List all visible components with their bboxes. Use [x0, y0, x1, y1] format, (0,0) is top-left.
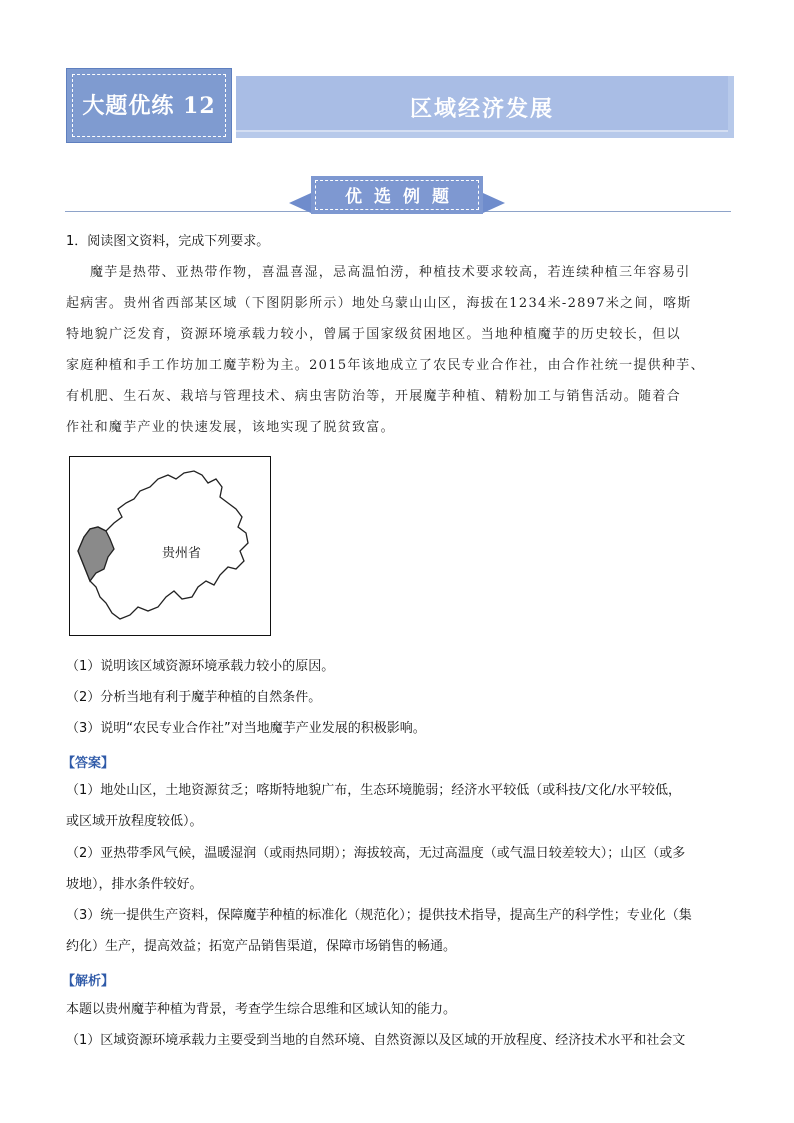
- passage-line: 家庭种植和手工作坊加工魔芋粉为主。2015年该地成立了农民专业合作社，由合作社统一提供种芋、: [66, 358, 705, 373]
- analysis-tag: 【解析】: [62, 974, 115, 989]
- exercise-number: 大题优练 12: [82, 93, 216, 119]
- subquestion: （1）说明该区域资源环境承载力较小的原因。: [66, 659, 335, 674]
- answer-line: 或区域开放程度较低）。: [66, 814, 203, 829]
- ribbon-tail-right: [483, 193, 505, 213]
- subquestion: （3）说明“农民专业合作社”对当地魔芋产业发展的积极影响。: [66, 721, 426, 736]
- question-intro: 1．阅读图文资料，完成下列要求。: [66, 234, 270, 249]
- answer-line: （2）亚热带季风气候，温暖湿润（或雨热同期）；海拔较高，无过高温度（或气温日较差较大）；山区（或多: [66, 846, 686, 861]
- answer-line: 约化）生产，提高效益；拓宽产品销售渠道，保障市场销售的畅通。: [66, 939, 457, 954]
- passage-line: 特地貌广泛发育，资源环境承载力较小，曾属于国家级贫困地区。当地种植魔芋的历史较长，但以: [66, 327, 681, 342]
- guizhou-map: [69, 456, 271, 636]
- passage-line: 起病害。贵州省西部某区域（下图阴影所示）地处乌蒙山山区，海拔在1234米-2897米之间，喀斯: [66, 296, 692, 311]
- exercise-number-box: [66, 68, 232, 143]
- topic-title: 区域经济发展: [409, 97, 554, 122]
- passage-line: 作社和魔芋产业的快速发展，该地实现了脱贫致富。: [66, 420, 395, 435]
- analysis-line: 本题以贵州魔芋种植为背景，考查学生综合思维和区域认知的能力。: [66, 1002, 457, 1017]
- section-ribbon: [311, 176, 483, 214]
- passage-line: 魔芋是热带、亚热带作物，喜温喜湿，忌高温怕涝，种植技术要求较高，若连续种植三年容易引: [90, 265, 691, 280]
- section-label: 优选例题: [345, 187, 461, 207]
- answer-line: （1）地处山区，土地资源贫乏；喀斯特地貌广布，生态环境脆弱；经济水平较低（或科技/文化/水平较低，: [66, 783, 682, 798]
- province-outline: [70, 457, 270, 635]
- ribbon-tail-left: [289, 193, 311, 213]
- answer-line: 坡地），排水条件较好。: [66, 877, 203, 892]
- passage-line: 有机肥、生石灰、栽培与管理技术、病虫害防治等，开展魔芋种植、精粉加工与销售活动。随着合: [66, 389, 681, 404]
- subquestion: （2）分析当地有利于魔芋种植的自然条件。: [66, 690, 322, 705]
- topic-box: [236, 76, 734, 138]
- province-label: 贵州省: [162, 546, 202, 561]
- answer-tag: 【答案】: [62, 756, 115, 771]
- answer-line: （3）统一提供生产资料，保障魔芋种植的标准化（规范化）；提供技术指导，提高生产的科学性；专业化（集: [66, 908, 692, 923]
- title-banner: [66, 68, 734, 143]
- analysis-line: （1）区域资源环境承载力主要受到当地的自然环境、自然资源以及区域的开放程度、经济技术水平和社会文: [66, 1033, 686, 1048]
